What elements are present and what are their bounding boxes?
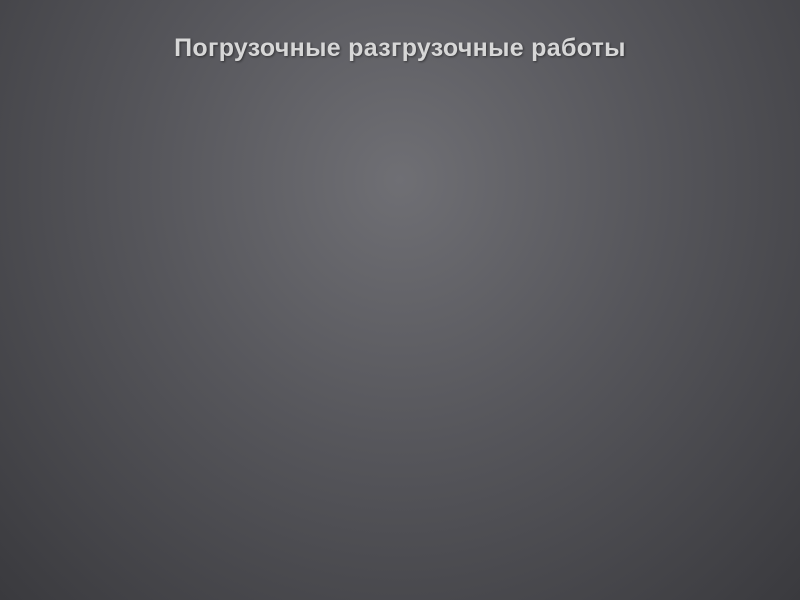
right-text-column <box>415 92 760 600</box>
left-text-column <box>40 92 367 600</box>
slide-title: Погрузочные разгрузочные работы <box>174 34 626 62</box>
